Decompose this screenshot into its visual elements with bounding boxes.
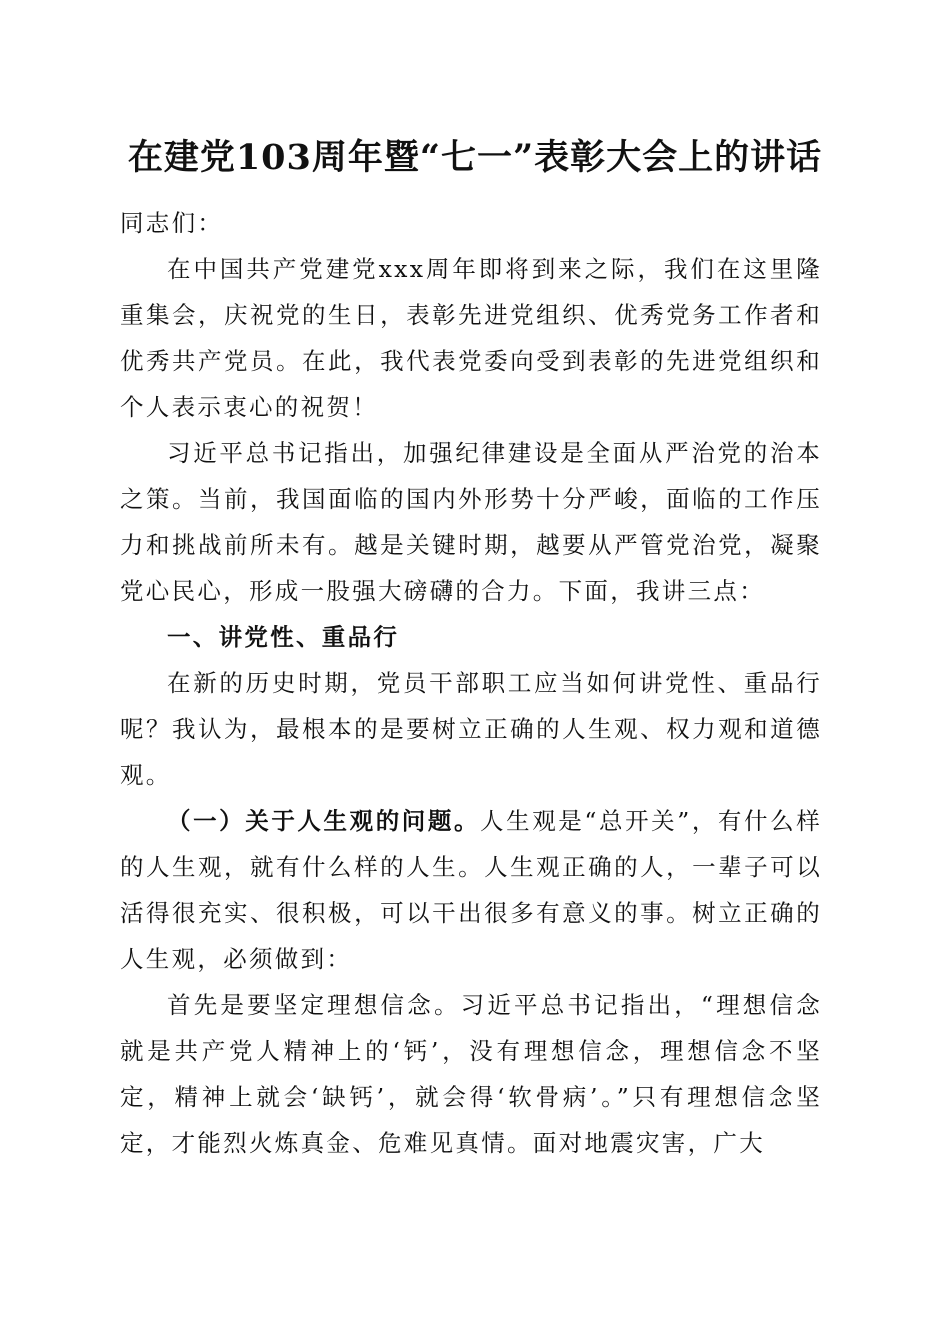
section-heading-1: 一、讲党性、重品行 [167,623,400,651]
salutation: 同志们： [120,209,224,237]
document-body [120,200,822,1166]
paragraph-ideals: 首先是要坚定理想信念。习近平总书记指出，“理想信念就是共产党人精神上的‘钙’，没有理想信念，理想信念不坚定，精神上就会‘缺钙’，就会得‘软骨病’。”只有理想信念坚定，才能烈火炼真金、危难见真情。面对地震灾害，广大 [120,991,822,1157]
subheading-life-view: （一）关于人生观的问题。 [167,807,481,835]
paragraph-question: 在新的历史时期，党员干部职工应当如何讲党性、重品行呢？我认为，最根本的是要树立正确的人生观、权力观和道德观。 [120,669,822,789]
paragraph-instruction: 习近平总书记指出，加强纪律建设是全面从严治党的治本之策。当前，我国面临的国内外形势十分严峻，面临的工作压力和挑战前所未有。越是关键时期，越要从严管党治党，凝聚党心民心，形成一股强大磅礴的合力。下面，我讲三点： [120,439,822,605]
paragraph-life-view [120,798,822,982]
paragraph-opening: 在中国共产党建党xxx周年即将到来之际，我们在这里隆重集会，庆祝党的生日，表彰先进党组织、优秀党务工作者和优秀共产党员。在此，我代表党委向受到表彰的先进党组织和个人表示衷心的祝贺！ [120,255,822,421]
page-title: 在建党103周年暨“七一”表彰大会上的讲话 [127,137,823,178]
paragraph-life-view-text: 人生观是“总开关”，有什么样的人生观，就有什么样的人生。人生观正确的人，一辈子可以活得很充实、很积极，可以干出很多有意义的事。树立正确的人生观，必须做到： [120,807,822,973]
